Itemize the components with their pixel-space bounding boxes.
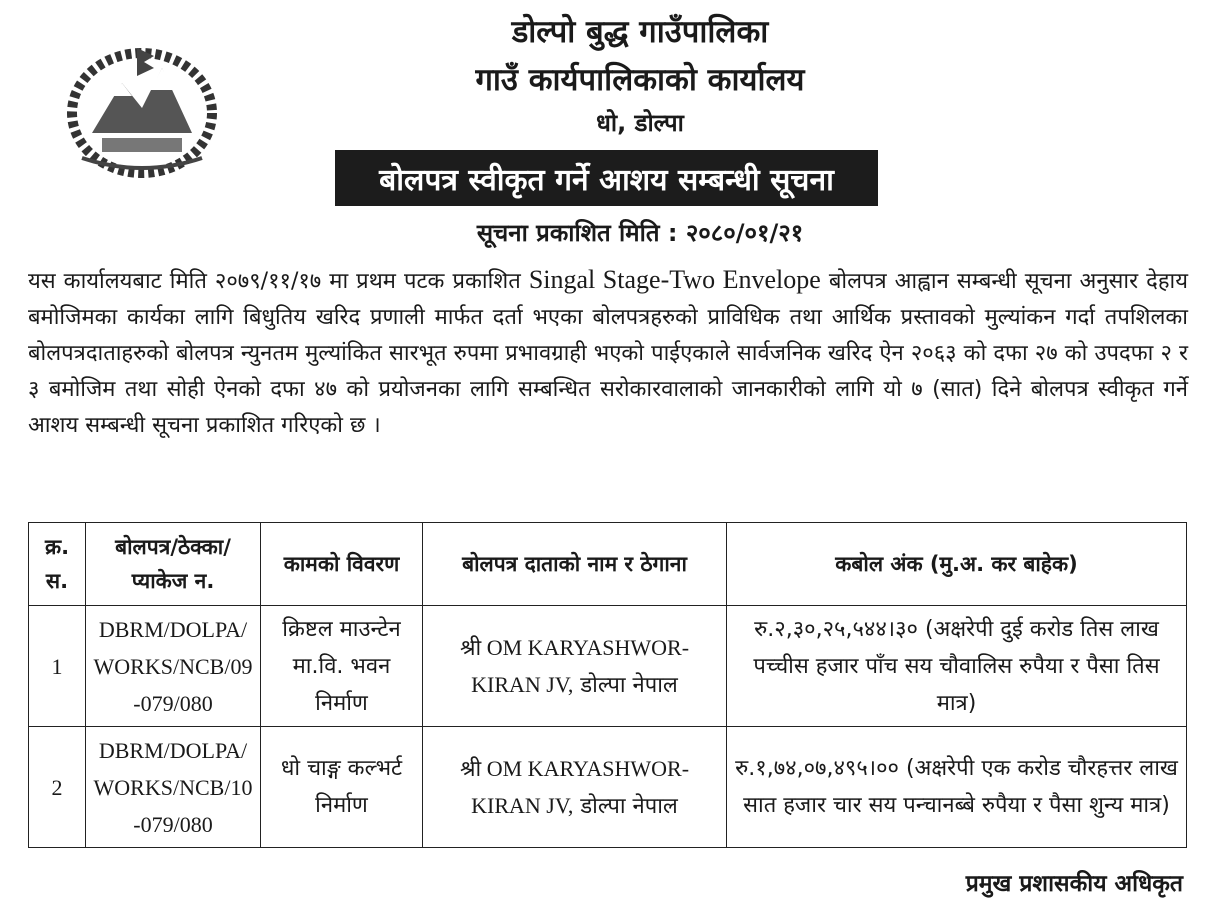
bidder-address: डोल्पा नेपाल xyxy=(573,672,678,698)
header-sn: क्र. स. xyxy=(29,523,86,606)
row-bidder xyxy=(423,606,727,727)
bidder-name: श्री OM KARYASHWOR-KIRAN JV, xyxy=(459,755,690,818)
signatory-title: प्रमुख प्रशासकीय अधिकृत xyxy=(965,871,1183,897)
header-amount: कबोल अंक (मु.अ. कर बाहेक) xyxy=(727,523,1187,606)
header-bidder: बोलपत्र दाताको नाम र ठेगाना xyxy=(423,523,727,606)
row-sn: 1 xyxy=(29,606,86,727)
notice-body xyxy=(28,262,1188,444)
header-description: कामको विवरण xyxy=(261,523,423,606)
row-description: क्रिष्टल माउन्टेन मा.वि. भवन निर्माण xyxy=(261,606,423,727)
bid-table xyxy=(28,522,1187,848)
table-row xyxy=(29,727,1187,848)
body-part-2: बोलपत्र आह्वान सम्बन्धी सूचना अनुसार देहाय बमोजिमका कार्यका लागि बिधुतिय खरिद प्रणाली मार्फत दर्ता भएका बोलपत्रहरुको प्राविधिक तथा आर्थिक प्रस्तावको मुल्यांकन गर्दा तपशिलका बोलपत्रदाताहरुको बोलपत्र न्युनतम मुल्यांकित सारभूत रुपमा प्रभावग्राही भएको पाईएकाले सार्वजनिक खरिद ऐन २०६३ को दफा २७ को उपदफा २ र ३ बमोजिम तथा सोही ऐनको दफा ४७ को प्रयोजनका लागि सम्बन्धित सरोकारवालाको जानकारीको लागि यो ७ (सात) दिने बोलपत्र स्वीकृत गर्ने आशय सम्बन्धी सूचना प्रकाशित गरिएको छ । xyxy=(28,269,1188,438)
row-sn: 2 xyxy=(29,727,86,848)
notice-title-banner xyxy=(335,150,878,206)
header-package: बोलपत्र/ठेक्का/ प्याकेज न. xyxy=(86,523,261,606)
row-amount: रु.२,३०,२५,५४४।३० (अक्षरेपी दुई करोड तिस लाख पच्चीस हजार पाँच सय चौवालिस रुपैया र पैसा तिस मात्र) xyxy=(727,606,1187,727)
bidder-address: डोल्पा नेपाल xyxy=(573,793,678,819)
row-description: धो चाङ्ग कल्भर्ट निर्माण xyxy=(261,727,423,848)
published-date: सूचना प्रकाशित मिति : २०८०/०१/२१ xyxy=(476,219,804,247)
body-latin-term: Singal Stage-Two Envelope xyxy=(528,265,821,294)
office-name: डोल्पो बुद्ध गाउँपालिका xyxy=(511,14,769,50)
notice-title: बोलपत्र स्वीकृत गर्ने आशय सम्बन्धी सूचना xyxy=(379,162,834,198)
row-bidder xyxy=(423,727,727,848)
table-row xyxy=(29,606,1187,727)
row-package: DBRM/DOLPA/WORKS/NCB/10-079/080 xyxy=(86,727,261,848)
row-package: DBRM/DOLPA/WORKS/NCB/09-079/080 xyxy=(86,606,261,727)
bidder-name: श्री OM KARYASHWOR-KIRAN JV, xyxy=(459,634,690,697)
row-amount: रु.१,७४,०७,४९५।०० (अक्षरेपी एक करोड चौरहत्तर लाख सात हजार चार सय पन्चानब्बे रुपैया र पैसा शुन्य मात्र) xyxy=(727,727,1187,848)
office-subtitle: गाउँ कार्यपालिकाको कार्यालय xyxy=(475,62,805,98)
nepal-government-emblem-icon xyxy=(62,38,222,178)
body-part-1: यस कार्यालयबाट मिति २०७९/११/१७ मा प्रथम पटक प्रकाशित xyxy=(28,269,529,294)
table-header-row xyxy=(29,523,1187,606)
office-location: धो, डोल्पा xyxy=(596,109,684,137)
